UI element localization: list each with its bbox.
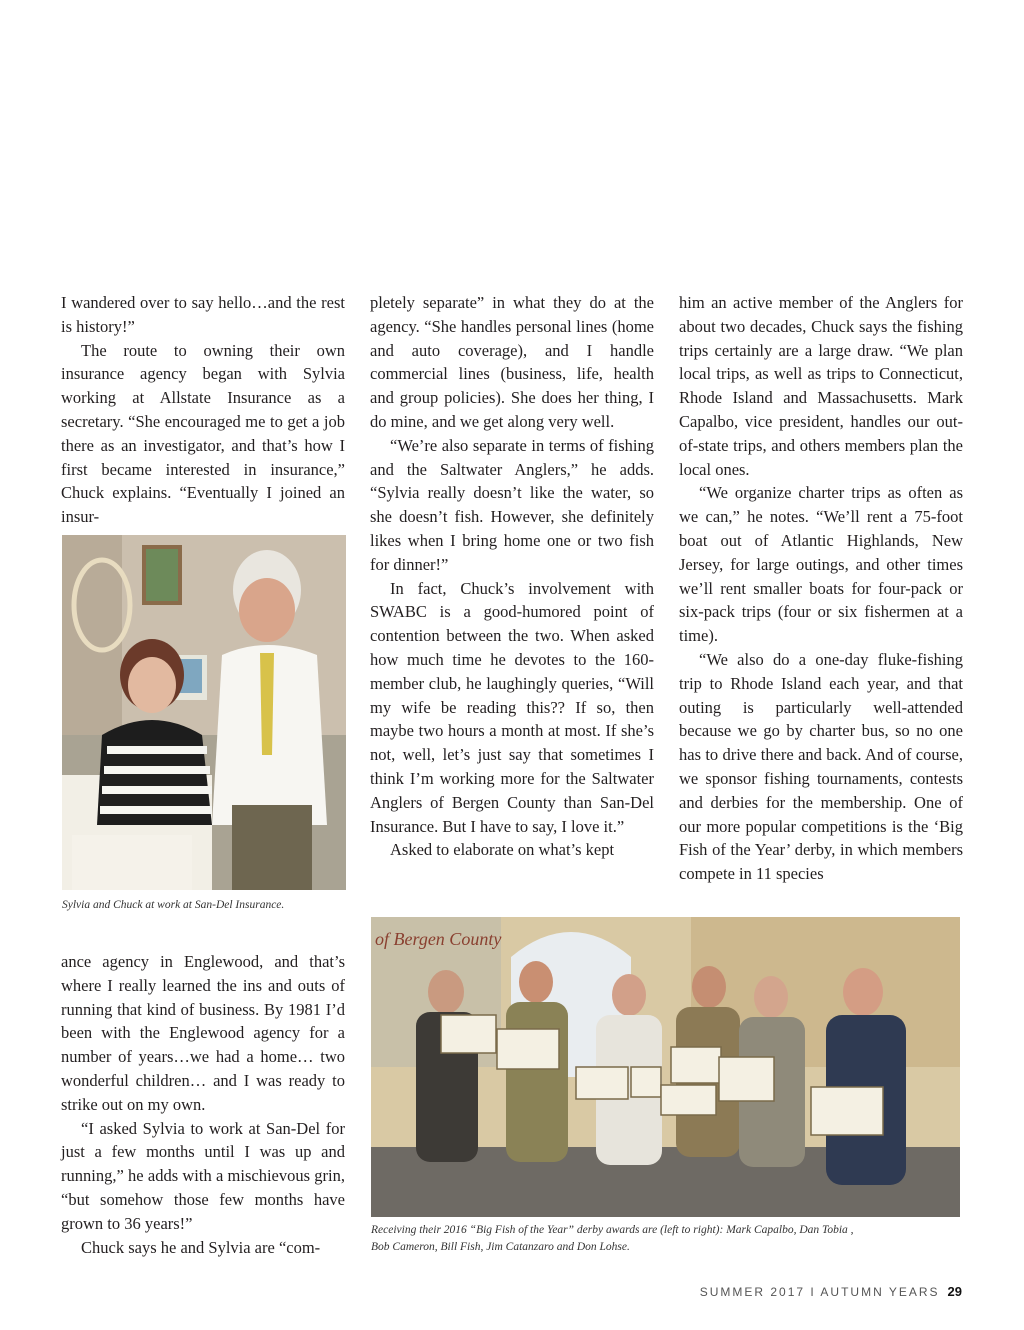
photo-sylvia-and-chuck: [62, 535, 346, 890]
paragraph: him an active member of the Anglers for about two decades, Chuck says the fishing trips certainly are a large draw. “We plan local trips, as well as trips to Connecticut, Rhode Island and Massachusetts. Mark Capalbo, vice president, handles our out-of-state trips, and others members plan the local ones.: [679, 293, 963, 479]
caption-line: Bob Cameron, Bill Fish, Jim Catanzaro and Don Lohse.: [371, 1241, 630, 1253]
paragraph: “We also do a one-day fluke-fishing trip to Rhode Island each year, and that outing is particularly well-attended because we go by charter bus, so no one has to drive there and back. And of course, we sponsor fishing tournaments, contests and derbies for the membership. One of our more popular competitions is the ‘Big Fish of the Year’ derby, in which members compete in 11 species: [679, 649, 963, 884]
paragraph: Asked to elaborate on what’s kept: [390, 840, 615, 860]
photo-caption: [371, 1222, 971, 1256]
article-column-1-continued: [61, 950, 345, 1259]
paragraph: “I asked Sylvia to work at San-Del for just a few months until I was up and running,” he adds with a mischievous grin, “but somehow those few months have grown to 36 years!”: [61, 1118, 345, 1233]
photo-award-winners: [371, 917, 960, 1217]
paragraph: I wandered over to say hello…and the rest is history!”: [61, 293, 345, 336]
banner-text: of Bergen County: [375, 929, 502, 949]
article-column-1: [61, 291, 345, 529]
paragraph: pletely separate” in what they do at the agency. “She handles personal lines (home and auto coverage), and I handle commercial lines (business, life, health and group policies). She does her thing, I do mine, and we get along very well.: [370, 293, 654, 431]
caption-line: Receiving their 2016 “Big Fish of the Year” derby awards are (left to right): Mark Capalbo, Dan Tobia ,: [371, 1224, 854, 1236]
paragraph: ance agency in Englewood, and that’s where I really learned the ins and outs of running that kind of business. By 1981 I’d been with the Englewood agency for a number of years…we had a home… two wonderful children… and I was ready to strike out on my own.: [61, 952, 345, 1114]
page-number: 29: [947, 1284, 962, 1299]
paragraph: In fact, Chuck’s involvement with SWABC is a good-humored point of contention between the two. When asked how much time he devotes to the 160-member club, he laughingly queries, “Will my wife be reading this?? If so, then maybe two hours a month at most. If she’s not, well, let’s just say that sometimes I think I’m working more for the Saltwater Anglers of Bergen County than San-Del Insurance. But I have to say, I love it.”: [370, 578, 654, 836]
article-column-3: [679, 291, 963, 886]
paragraph: “We’re also separate in terms of fishing and the Saltwater Anglers,” he adds. “Sylvia really doesn’t like the water, so she doesn’t fish. However, she definitely likes when I bring home one or two fish for dinner!”: [370, 435, 654, 574]
paragraph: “We organize charter trips as often as we can,” he notes. “We’ll rent a 75-foot boat out of Atlantic Highlands, New Jersey, for large outings, and other times we’ll rent smaller boats for four-pack or six-pack trips (four or six fishermen at a time).: [679, 483, 963, 646]
page-footer: [700, 1284, 962, 1299]
issue-label: SUMMER 2017 I AUTUMN YEARS: [699, 1285, 940, 1299]
article-column-2: [370, 291, 654, 862]
photo-caption: Sylvia and Chuck at work at San-Del Insurance.: [62, 899, 285, 911]
paragraph: Chuck says he and Sylvia are “com-: [81, 1237, 321, 1257]
paragraph: The route to owning their own insurance agency began with Sylvia working at Allstate Insurance as a secretary. “She encouraged me to get a job there as an investigator, and that’s how I first became interested in insurance,” Chuck explains. “Eventually I joined an insur-: [61, 340, 345, 527]
